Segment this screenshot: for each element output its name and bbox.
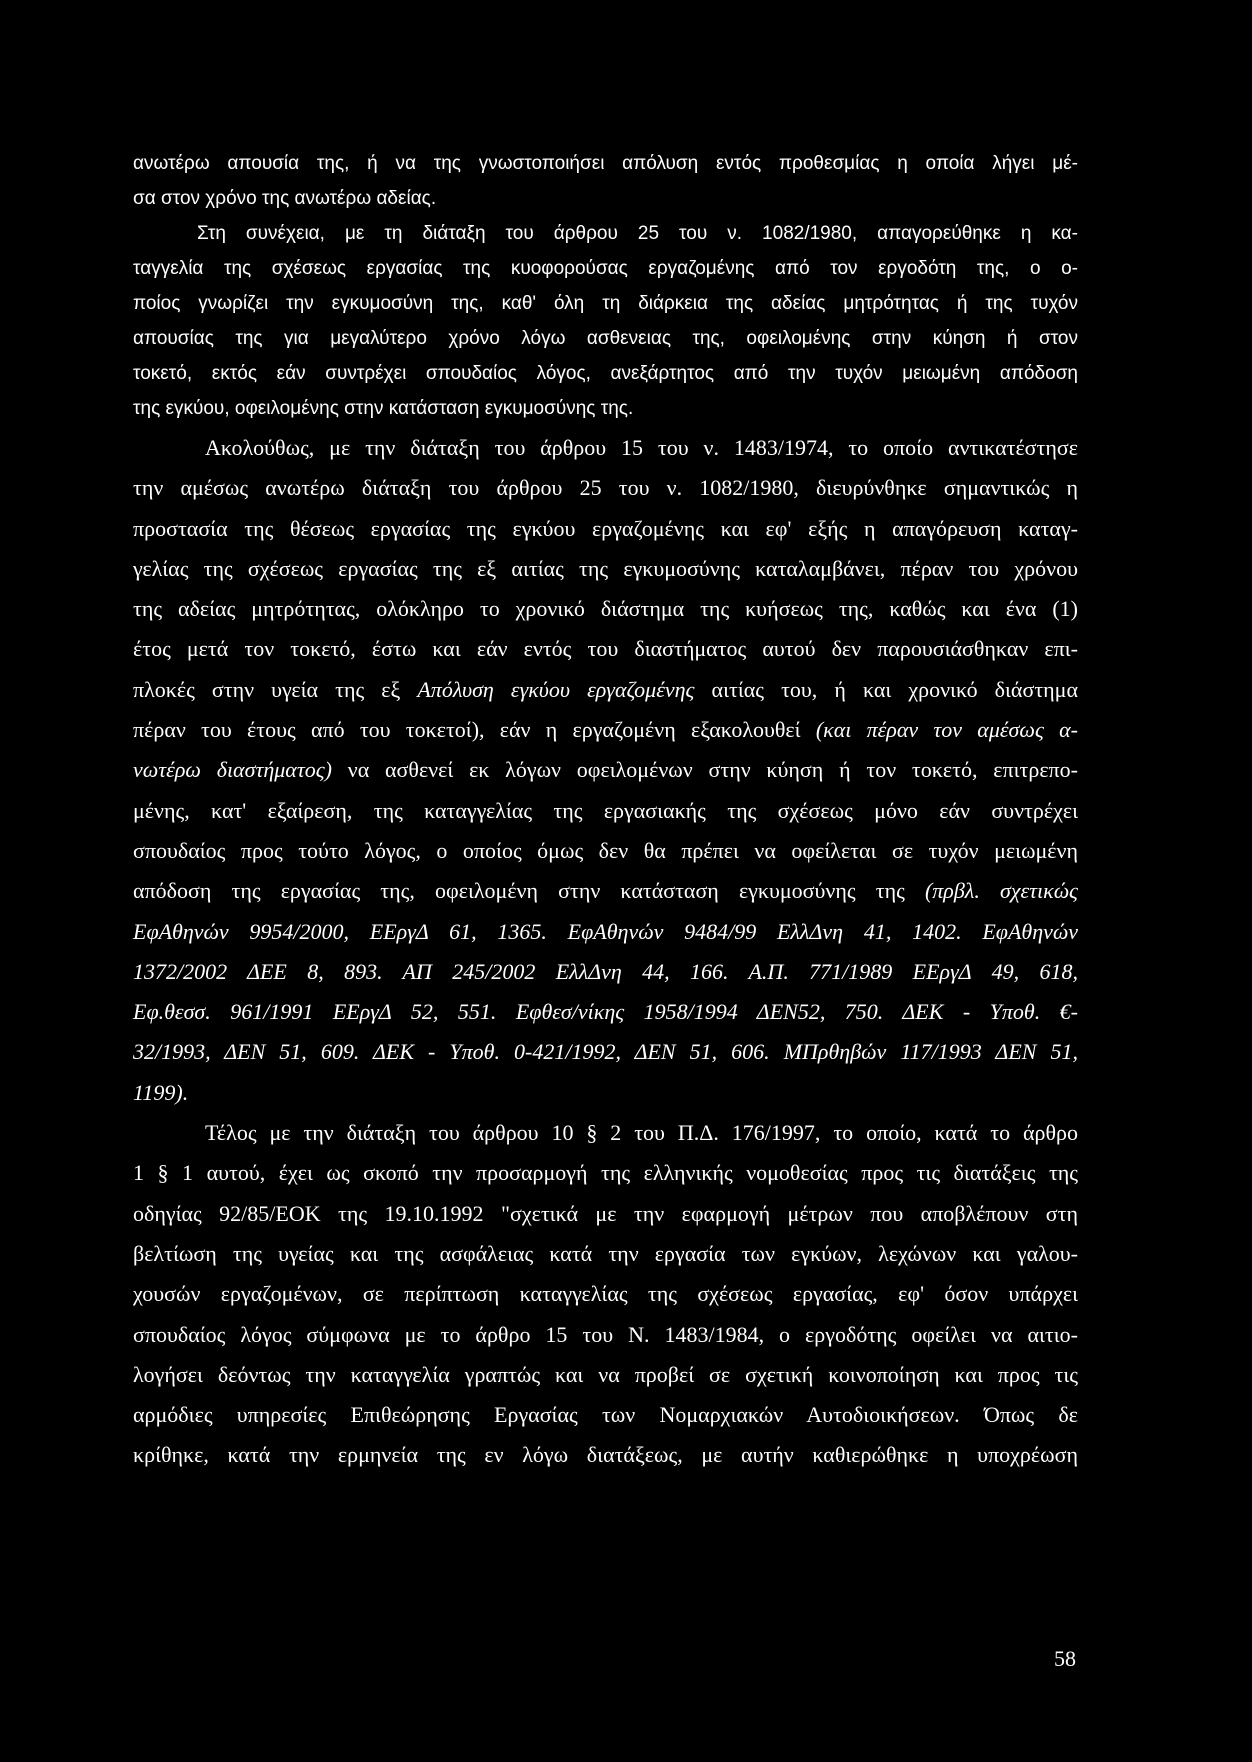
paragraph-4 <box>133 1113 1078 1476</box>
text-line: Τέλος με την διάταξη του άρθρου 10 § 2 του Π.Δ. 176/1997, το οποίο, κατά το άρθρο <box>205 1120 1078 1146</box>
text-line: γελίας της σχέσεως εργασίας της εξ αιτίας της εγκυμοσύνης καταλαμβάνει, πέραν του χρόνου <box>133 555 1078 581</box>
text-line <box>133 670 1078 710</box>
text-line: ανωτέρω απουσία της, ή να της γνωστοποιήσει απόλυση εντός προθεσμίας η οποία λήγει μέ- <box>133 153 1078 174</box>
text-line: σπουδαίος προς τούτο λόγος, ο οποίος όμως δεν θα πρέπει να οφείλεται σε τυχόν μειωμένη <box>133 837 1078 863</box>
italic-run: 1199). <box>133 1079 189 1105</box>
page-number: 58 <box>1054 1646 1076 1671</box>
document-page <box>133 146 1078 1476</box>
italic-run: (και πέραν τον αμέσως α- <box>815 717 1078 743</box>
text-line: λογήσει δεόντως την καταγγελία γραπτώς και να προβεί σε σχετική κοινοποίηση και προς τις <box>133 1361 1078 1387</box>
italic-run: 1372/2002 ΔΕΕ 8, 893. ΑΠ 245/2002 ΕλλΔνη 44, 166. Α.Π. 771/1989 ΕΕργΔ 49, 618, <box>133 958 1078 984</box>
text-line: οδηγίας 92/85/ΕΟΚ της 19.10.1992 "σχετικά με την εφαρμογή μέτρων που αποβλέπουν στη <box>133 1200 1078 1226</box>
citation-line <box>133 912 1078 952</box>
text-run: αιτίας του, ή και χρονικό διάστημα <box>694 676 1078 702</box>
text-line: έτος μετά τον τοκετό, έστω και εάν εντός του διαστήματος αυτού δεν παρουσιάσθηκαν επι- <box>133 636 1078 662</box>
text-line: 1 § 1 αυτού, έχει ως σκοπό την προσαρμογή της ελληνικής νομοθεσίας προς τις διατάξεις της <box>133 1160 1078 1186</box>
text-run: απόδοση της εργασίας της, οφειλομένη στην κατάσταση εγκυμοσύνης της <box>133 878 925 904</box>
text-line: τοκετό, εκτός εάν συντρέχει σπουδαίος λόγος, ανεξάρτητος από την τυχόν μειωμένη απόδοση <box>133 363 1078 384</box>
text-line: χουσών εργαζομένων, σε περίπτωση καταγγελίας της σχέσεως εργασίας, εφ' όσον υπάρχει <box>133 1281 1078 1307</box>
text-line: της εγκύου, οφειλομένης στην κατάσταση εγκυμοσύνης της. <box>133 398 634 419</box>
text-run: να ασθενεί εκ λόγων οφειλομένων στην κύηση ή τον τοκετό, επιτρεπο- <box>331 757 1078 783</box>
italic-run: 32/1993, ΔΕΝ 51, 609. ΔΕΚ - Υποθ. 0-421/1992, ΔΕΝ 51, 606. ΜΠρθηβών 117/1993 ΔΕΝ 51, <box>133 1039 1078 1065</box>
citation-line <box>133 1032 1078 1072</box>
text-line: Ακολούθως, με την διάταξη του άρθρου 15 του ν. 1483/1974, το οποίο αντικατέστησε <box>205 435 1078 460</box>
citation-line <box>133 952 1078 992</box>
text-line <box>133 871 1078 911</box>
text-line: κρίθηκε, κατά την ερμηνεία της εν λόγω διατάξεως, με αυτήν καθιερώθηκε η υποχρέωση <box>133 1442 1078 1468</box>
text-run: πέραν του έτους από του τοκετοί), εάν η εργαζομένη εξακολουθεί <box>133 717 816 743</box>
text-line: βελτίωση της υγείας και της ασφάλειας κατά την εργασία των εγκύων, λεχώνων και γαλου- <box>133 1240 1078 1266</box>
text-line: μένης, κατ' εξαίρεση, της καταγγελίας της εργασιακής της σχέσεως μόνο εάν συντρέχει <box>133 797 1078 823</box>
text-line: αρμόδιες υπηρεσίες Επιθεώρησης Εργασίας των Νομαρχιακών Αυτοδιοικήσεων. Όπως δε <box>133 1402 1078 1428</box>
italic-run: Εφ.θεσσ. 961/1991 ΕΕργΔ 52, 551. Εφθεσ/νίκης 1958/1994 ΔΕΝ52, 750. ΔΕΚ - Υποθ. €- <box>133 999 1078 1025</box>
text-line <box>133 750 1078 790</box>
paragraph-2 <box>133 216 1078 426</box>
paragraph-3 <box>133 428 1078 1113</box>
italic-run: (πρβλ. σχετικώς <box>924 878 1078 904</box>
paragraph-1 <box>133 146 1078 216</box>
text-line: ποίος γνωρίζει την εγκυμοσύνη της, καθ' όλη τη διάρκεια της αδείας μητρότητας ή της τυχόν <box>133 293 1078 314</box>
citation-line <box>133 992 1078 1032</box>
text-line: προστασία της θέσεως εργασίας της εγκύου εργαζομένης και εφ' εξής η απαγόρευση καταγ- <box>133 515 1078 541</box>
text-line: της αδείας μητρότητας, ολόκληρο το χρονικό διάστημα της κυήσεως της, καθώς και ένα (1) <box>133 596 1078 622</box>
text-line: την αμέσως ανωτέρω διάταξη του άρθρου 25 του ν. 1082/1980, διευρύνθηκε σημαντικώς η <box>133 475 1078 501</box>
text-line: σα στον χρόνο της ανωτέρω αδείας. <box>133 188 437 209</box>
text-line: απουσίας της για μεγαλύτερο χρόνο λόγω ασθενειας της, οφειλομένης στην κύηση ή στον <box>133 328 1078 349</box>
text-line <box>133 710 1078 750</box>
italic-run: ΕφΑθηνών 9954/2000, ΕΕργΔ 61, 1365. ΕφΑθηνών 9484/99 ΕλλΔνη 41, 1402. ΕφΑθηνών <box>133 918 1078 944</box>
italic-run: νωτέρω διαστήματος) <box>133 757 332 783</box>
italic-run: Απόλυση εγκύου εργαζομένης <box>417 676 695 702</box>
text-line: σπουδαίος λόγος σύμφωνα με το άρθρο 15 του Ν. 1483/1984, ο εργοδότης οφείλει να αιτιο- <box>133 1321 1078 1347</box>
text-line: Στη συνέχεια, με τη διάταξη του άρθρου 25 του ν. 1082/1980, απαγορεύθηκε η κα- <box>197 223 1078 244</box>
text-run: πλοκές στην υγεία της εξ <box>133 676 418 702</box>
citation-line <box>133 1073 1078 1113</box>
text-line: ταγγελία της σχέσεως εργασίας της κυοφορούσας εργαζομένης από τον εργοδότη της, ο ο- <box>133 258 1078 279</box>
